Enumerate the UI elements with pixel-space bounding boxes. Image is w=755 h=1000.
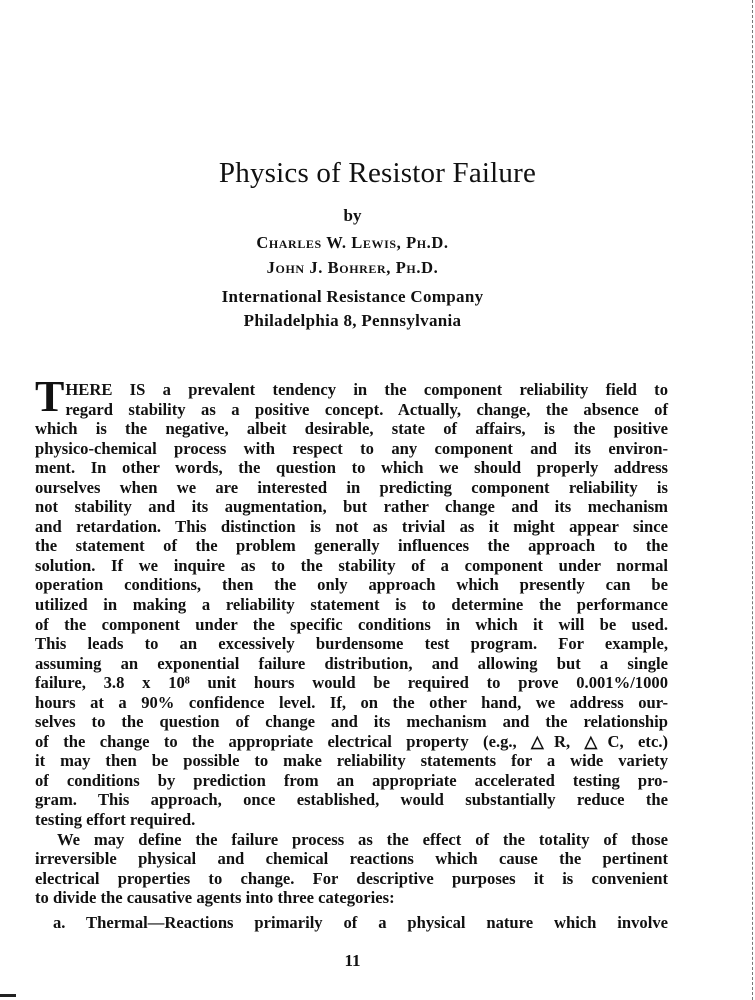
text-line: and retardation. This distinction is not as trivial as it might appear since [35, 516, 668, 536]
drop-cap: T [35, 372, 65, 421]
byline-by: by [343, 206, 362, 225]
list-item-a [35, 913, 668, 933]
page-number: 11 [344, 951, 361, 970]
text-line: hours at a 90% confidence level. If, on the other hand, we address our- [35, 692, 668, 712]
text-line: it may then be possible to make reliability statements for a wide variety [35, 751, 668, 771]
author-2: John J. Bohrer, Ph.D. [266, 258, 439, 277]
paragraph-2 [35, 830, 668, 908]
text-line: not stability and its augmentation, but rather change and its mechanism [35, 497, 668, 517]
author-1: Charles W. Lewis, Ph.D. [256, 233, 449, 252]
text-line: ment. In other words, the question to which we should properly address [35, 458, 668, 478]
text-line: a. Thermal—Reactions primarily of a physical nature which involve [53, 912, 668, 932]
text-line: ourselves when we are interested in predicting component reliability is [35, 477, 668, 497]
text-line: to divide the causative agents into three categories: [35, 888, 395, 908]
text-line: of the change to the appropriate electrical property (e.g., △R, △C, etc.) [35, 731, 668, 751]
text-line: of conditions by prediction from an appropriate accelerated testing pro- [35, 770, 668, 790]
text-line: utilized in making a reliability statement is to determine the performance [35, 595, 668, 615]
text-line: the statement of the problem generally influences the approach to the [35, 536, 668, 556]
body-text [35, 366, 668, 932]
affiliation-location: Philadelphia 8, Pennsylvania [243, 311, 462, 330]
text-line: gram. This approach, once established, would substantially reduce the [35, 790, 668, 810]
text-line: selves to the question of change and its mechanism and the relationship [35, 712, 668, 732]
affiliation-organization: International Resistance Company [221, 287, 484, 306]
scan-edge-line [751, 0, 753, 1000]
text-line: solution. If we inquire as to the stability of a component under normal [35, 555, 668, 575]
scan-corner-mark [0, 994, 16, 997]
text-line: which is the negative, albeit desirable, state of affairs, is the positive [35, 419, 668, 439]
text-line: We may define the failure process as the effect of the totality of those [57, 829, 668, 849]
text-line: regard stability as a positive concept. Actually, change, the absence of [65, 399, 668, 419]
article-title: Physics of Resistor Failure [218, 157, 537, 189]
text-line: electrical properties to change. For descriptive purposes it is convenient [35, 868, 668, 888]
text-line: assuming an exponential failure distribution, and allowing but a single [35, 653, 668, 673]
text-line: This leads to an excessively burdensome test program. For example, [35, 634, 668, 654]
text-line: of the component under the specific conditions in which it will be used. [35, 614, 668, 634]
text-line: physico-chemical process with respect to any component and its environ- [35, 438, 668, 458]
paragraph-1 [35, 366, 668, 830]
text-line: testing effort required. [35, 810, 196, 830]
text-line: THERE IS a prevalent tendency in the component reliability field to [35, 372, 668, 421]
text-line: irreversible physical and chemical reactions which cause the pertinent [35, 849, 668, 869]
text-line: failure, 3.8 x 10⁸ unit hours would be required to prove 0.001%/1000 [35, 673, 668, 693]
text-line: operation conditions, then the only approach which presently can be [35, 575, 668, 595]
